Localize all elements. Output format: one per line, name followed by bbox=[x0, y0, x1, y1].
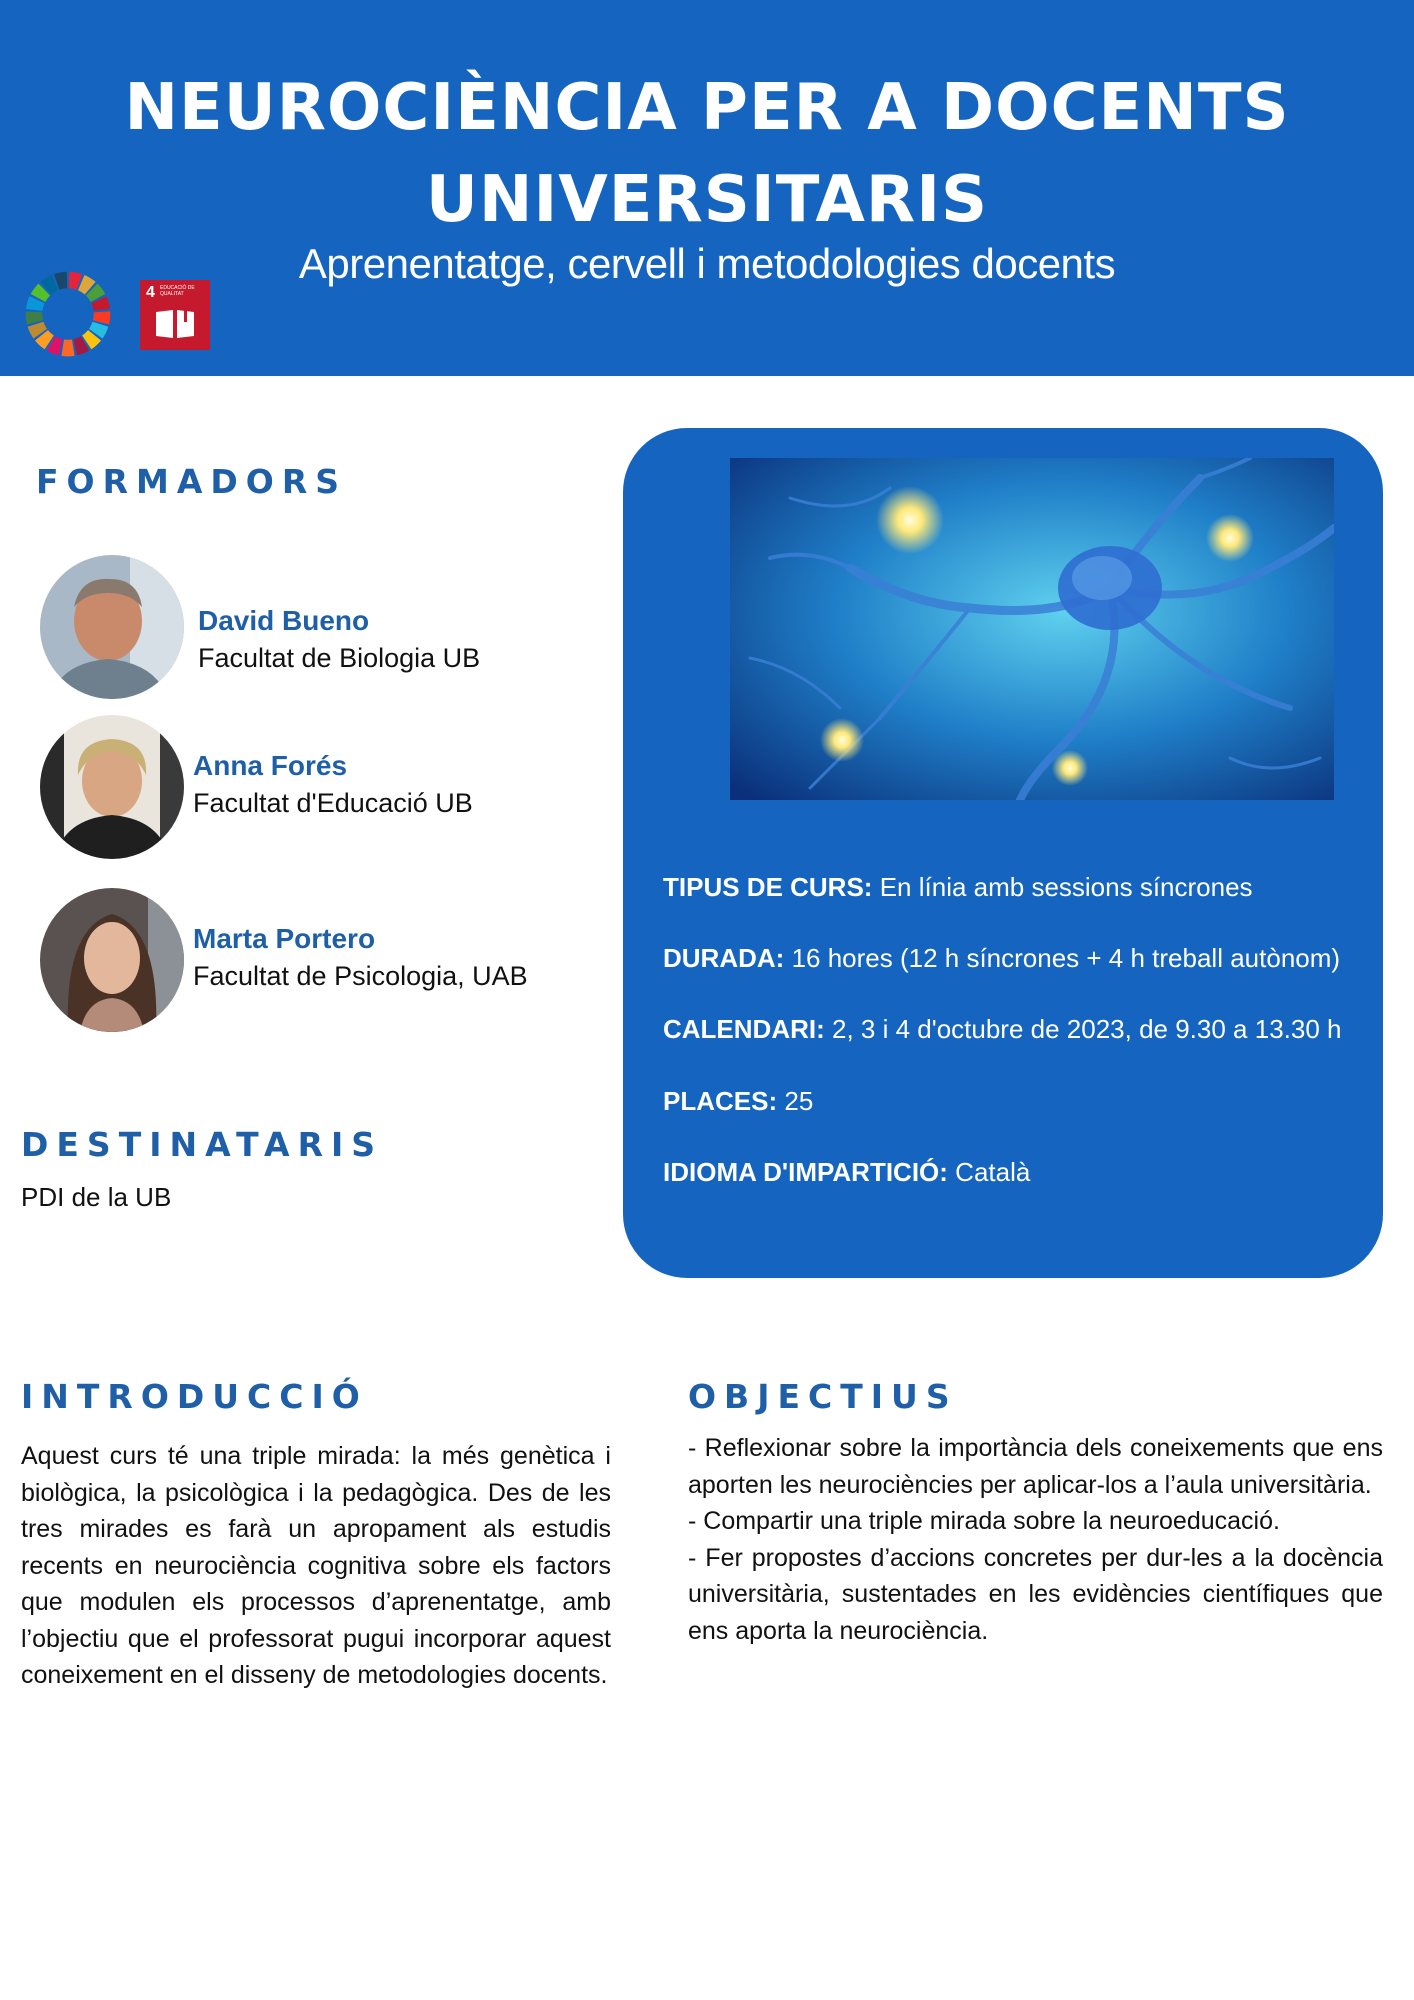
duration-row bbox=[663, 943, 1363, 974]
page-subtitle: Aprenentatge, cervell i metodologies docents bbox=[298, 240, 1116, 287]
avatar bbox=[40, 715, 184, 859]
sdg-wheel-segment bbox=[61, 339, 74, 356]
trainer-affiliation: Facultat de Biologia UB bbox=[198, 643, 481, 673]
sdg-wheel-segment bbox=[26, 311, 43, 324]
objectius-heading: OBJECTIUS bbox=[688, 1377, 958, 1416]
calendar-row bbox=[663, 1014, 1363, 1045]
trainer-affiliation: Facultat de Psicologia, UAB bbox=[193, 961, 528, 991]
avatar bbox=[40, 888, 184, 1032]
trainer-card bbox=[40, 555, 600, 701]
trainer-name: Marta Portero bbox=[193, 923, 376, 954]
destinataris-text: PDI de la UB bbox=[21, 1182, 172, 1212]
places-value: 25 bbox=[784, 1086, 814, 1116]
neuron-illustration bbox=[730, 458, 1334, 800]
sdg-wheel-segment bbox=[93, 311, 110, 324]
calendar-label: CALENDARI: bbox=[663, 1014, 825, 1044]
objectius-list bbox=[688, 1430, 1383, 1649]
duration-value: 16 hores (12 h síncrones + 4 h treball autònom) bbox=[791, 943, 1341, 973]
sdg-goal-label: EDUCACIÓ DE QUALITAT bbox=[160, 285, 195, 297]
trainer-name: David Bueno bbox=[198, 605, 370, 636]
sdg-wheel-icon bbox=[22, 268, 114, 360]
page-title-line-2: UNIVERSITARIS bbox=[425, 163, 989, 237]
places-label: PLACES: bbox=[663, 1086, 778, 1116]
places-row bbox=[663, 1086, 1363, 1117]
trainer-card bbox=[40, 715, 600, 861]
book-icon bbox=[154, 308, 196, 340]
trainer-name: Anna Forés bbox=[193, 750, 348, 781]
trainer-affiliation: Facultat d'Educació UB bbox=[193, 788, 473, 818]
objective-item: - Compartir una triple mirada sobre la neuroeducació. bbox=[688, 1507, 1280, 1535]
language-row bbox=[663, 1157, 1363, 1188]
avatar bbox=[40, 555, 184, 699]
destinataris-heading: DESTINATARIS bbox=[21, 1125, 384, 1164]
course-type-row bbox=[663, 872, 1363, 903]
language-value: Català bbox=[955, 1157, 1031, 1187]
trainer-card bbox=[40, 888, 600, 1034]
duration-label: DURADA: bbox=[663, 943, 785, 973]
sdg-goal-4-badge bbox=[140, 280, 210, 350]
course-type-label: TIPUS DE CURS: bbox=[663, 872, 873, 902]
page-title bbox=[0, 62, 1414, 246]
objective-item: - Fer propostes d’accions concretes per dur-les a la docència universitària, sustentades en les evidències científiques que ens aporta la neurociència. bbox=[688, 1543, 1383, 1645]
calendar-value: 2, 3 i 4 d'octubre de 2023, de 9.30 a 13.30 h bbox=[832, 1014, 1342, 1044]
introduccio-heading: INTRODUCCIÓ bbox=[21, 1377, 368, 1416]
language-label: IDIOMA D'IMPARTICIÓ: bbox=[663, 1157, 948, 1187]
objective-item: - Reflexionar sobre la importància dels coneixements que ens aporten les neurociències per aplicar-los a l’aula universitària. bbox=[688, 1434, 1383, 1499]
formadors-heading: FORMADORS bbox=[36, 462, 348, 501]
sdg-goal-number: 4 bbox=[146, 284, 155, 301]
page-title-line-1: NEUROCIÈNCIA PER A DOCENTS bbox=[124, 71, 1290, 145]
course-type-value: En línia amb sessions síncrones bbox=[879, 872, 1253, 902]
introduccio-text: Aquest curs té una triple mirada: la més genètica i biològica, la psicològica i la pedagògica. Des de les tres mirades es farà un apropament als estudis recents en neurociència cognitiva sobre els factors que modulen els processos d’aprenentatge, amb l’objectiu que el professorat pugui incorporar aquest coneixement en el disseny de metodologies docents. bbox=[21, 1442, 611, 1689]
